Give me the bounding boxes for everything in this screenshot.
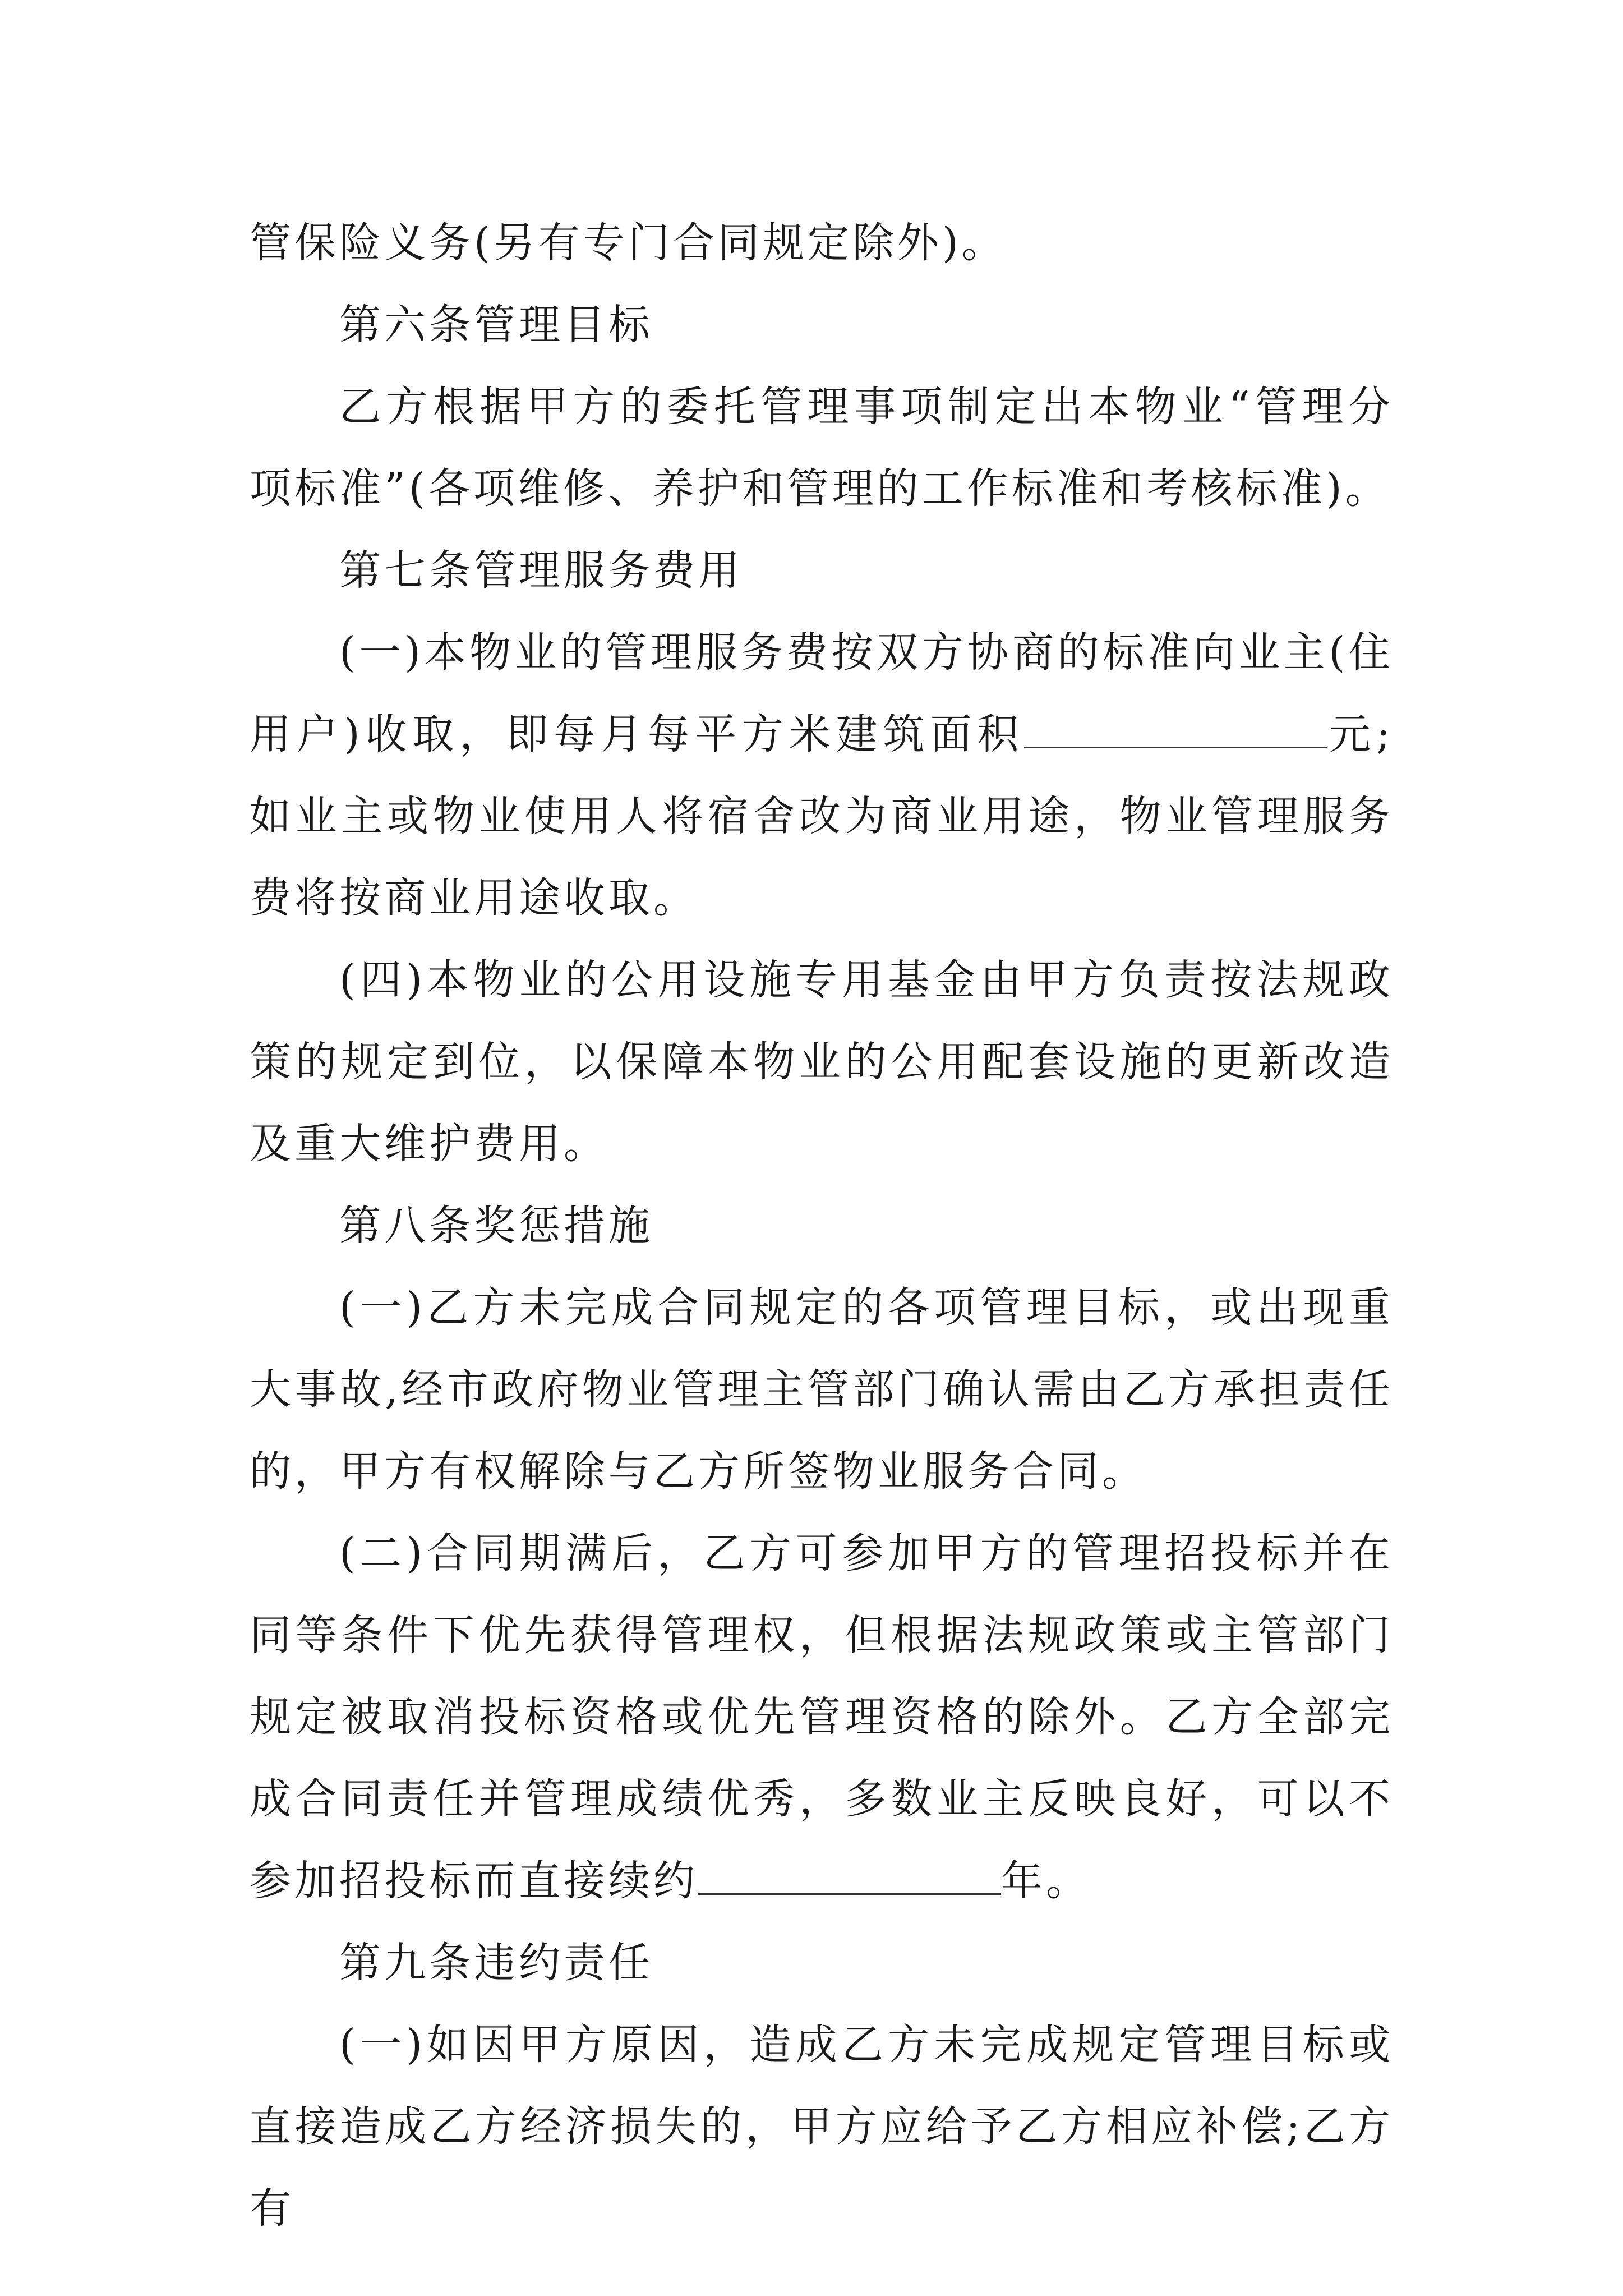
fill-in-blank-price[interactable]	[1024, 711, 1327, 748]
heading-text: 第八条奖惩措施	[339, 1202, 653, 1250]
paragraph-liability	[250, 2004, 1394, 2249]
paragraph-renewal	[250, 1512, 1394, 1922]
paragraph-text: (二)合同期满后，乙方可参加甲方的管理招投标并在同等条件下优先获得管理权，但根据法规政策或主管部门规定被取消投标资格或优先管理资格的除外。乙方全部完成合同责任并管理成绩优秀，多数业主反映良好，可以不参加招投标而直接续约	[250, 1529, 1394, 1905]
paragraph-penalty	[250, 1267, 1394, 1512]
paragraph-text: 管保险义务(另有专门合同规定除外)。	[250, 219, 1007, 267]
paragraph-text: 年。	[1001, 1857, 1091, 1905]
heading-text: 第九条违约责任	[339, 1939, 653, 1987]
heading-article-8	[250, 1185, 1394, 1267]
heading-article-6	[250, 284, 1394, 366]
paragraph-text: (一)乙方未完成合同规定的各项管理目标，或出现重大事故,经市政府物业管理主管部门确认需由乙方承担责任的，甲方有权解除与乙方所签物业服务合同。	[250, 1283, 1394, 1496]
paragraph-text: (一)本物业的管理服务费按双方协商的标准向业主(住用户)收取，即每月每平方米建筑面积	[250, 628, 1394, 758]
fill-in-blank-years[interactable]	[698, 1857, 1001, 1895]
heading-text: 第七条管理服务费用	[339, 546, 743, 595]
paragraph-text: 元;如业主或物业使用人将宿舍改为商业用途，物业管理服务费将按商业用途收取。	[250, 710, 1394, 922]
heading-text: 第六条管理目标	[339, 301, 653, 349]
paragraph-insurance-clause	[250, 202, 1394, 284]
paragraph-public-facility-fund	[250, 939, 1394, 1185]
paragraph-text: 乙方根据甲方的委托管理事项制定出本物业“管理分项标准”(各项维修、养护和管理的工作标准和考核标准)。	[250, 383, 1394, 513]
heading-article-7	[250, 530, 1394, 611]
heading-article-9	[250, 1922, 1394, 2004]
paragraph-text: (一)如因甲方原因，造成乙方未完成规定管理目标或直接造成乙方经济损失的，甲方应给予乙方相应补偿;乙方有	[250, 2021, 1394, 2233]
paragraph-text: (四)本物业的公用设施专用基金由甲方负责按法规政策的规定到位，以保障本物业的公用配套设施的更新改造及重大维护费用。	[250, 956, 1394, 1168]
paragraph-service-fee	[250, 611, 1394, 939]
document-body	[250, 202, 1394, 2249]
paragraph-management-standard	[250, 366, 1394, 530]
